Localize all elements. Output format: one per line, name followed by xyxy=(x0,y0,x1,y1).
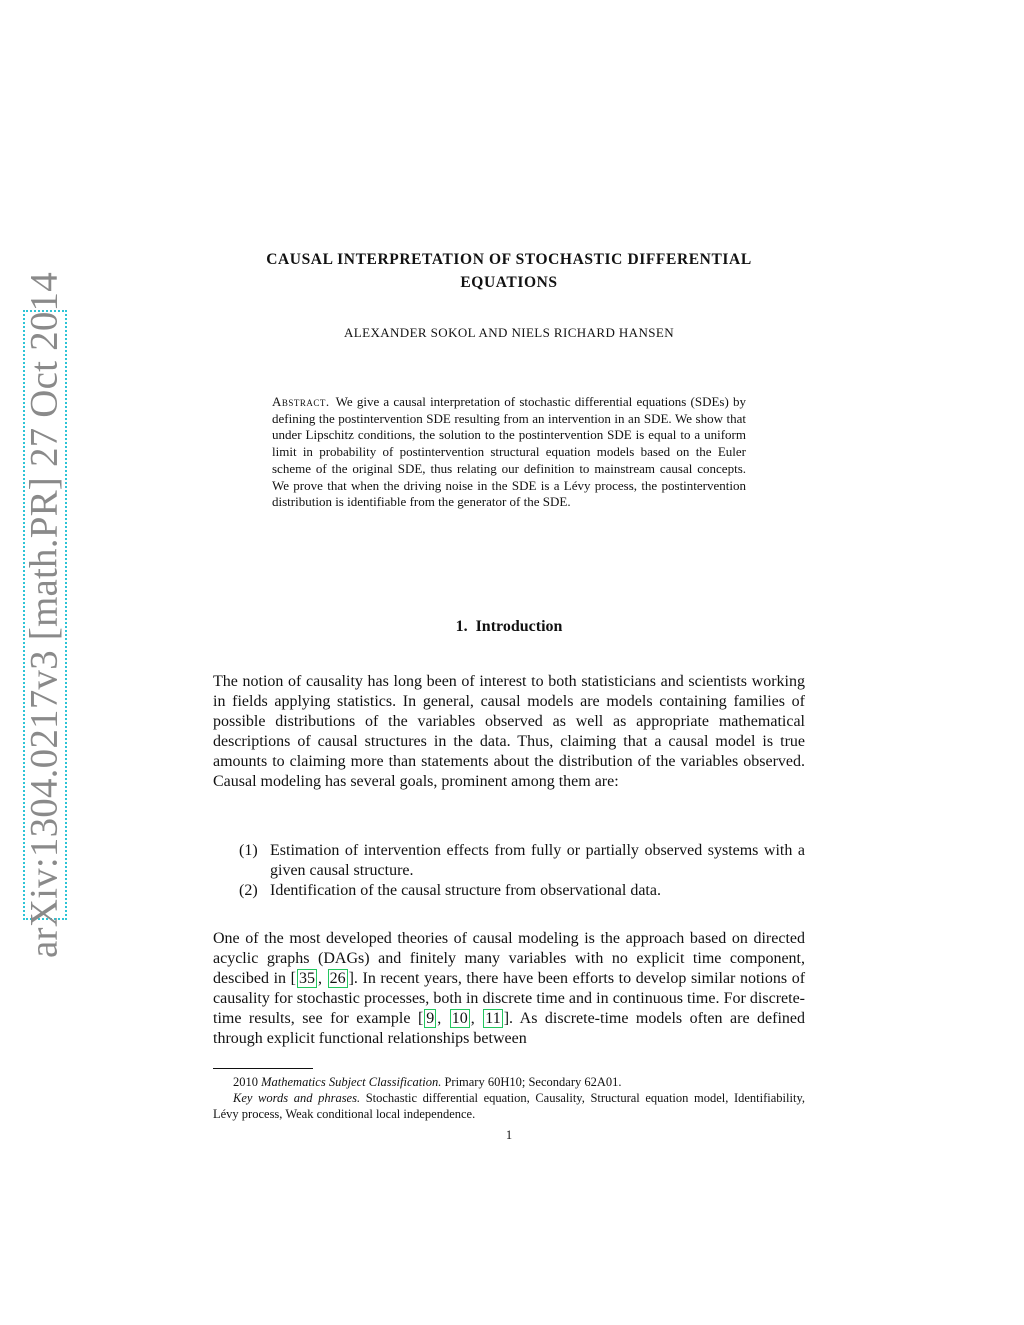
list-item-text: Identification of the causal structure from observational data. xyxy=(270,882,661,899)
arxiv-stamp-text[interactable]: arXiv:1304.0217v3 [math.PR] 27 Oct 2014 xyxy=(22,272,66,958)
footnote-keywords xyxy=(213,1090,805,1122)
list-item xyxy=(213,881,805,901)
citation-link-9[interactable]: 9 xyxy=(426,1010,435,1027)
authors: ALEXANDER SOKOL AND NIELS RICHARD HANSEN xyxy=(343,325,675,340)
abstract-text: We give a causal interpretation of stochastic differential equations (SDEs) by defining the postintervention SDE resulting from an intervention in an SDE. We show that under Lipschitz conditions, the solution to the postintervention SDE is equal to a uniform limit in probability of postintervention structural equation models based on the Euler scheme of the original SDE, thus relating our definition to mainstream causal concepts. We prove that when the driving noise in the SDE is a Lévy process, the postintervention distribution is identifiable from the generator of the SDE. xyxy=(272,394,746,510)
title-line-1: CAUSAL INTERPRETATION OF STOCHASTIC DIFFERENTIAL xyxy=(266,251,752,268)
citation-link-26[interactable]: 26 xyxy=(329,970,346,987)
section-title: Introduction xyxy=(475,618,563,635)
bracket-open: [ xyxy=(290,970,296,987)
paragraph-2 xyxy=(213,929,805,1049)
list-marker: (1) xyxy=(239,842,258,859)
abstract-label: Abstract. xyxy=(272,394,330,409)
goal-list xyxy=(213,841,805,901)
section-number: 1. xyxy=(455,618,468,635)
abstract xyxy=(272,394,746,511)
list-item-text: Estimation of intervention effects from fully or partially observed systems with a given causal structure. xyxy=(270,842,805,879)
paper-title xyxy=(200,248,818,294)
citation-separator: , xyxy=(317,970,327,987)
list-marker: (2) xyxy=(239,882,258,899)
bracket-close: ] xyxy=(503,1010,510,1027)
footnote-msc xyxy=(213,1074,805,1090)
page-number: 1 xyxy=(505,1128,513,1142)
section-heading-introduction xyxy=(200,618,818,636)
citation-link-10[interactable]: 10 xyxy=(451,1010,468,1027)
citation-link-35[interactable]: 35 xyxy=(298,970,315,987)
citation-separator: , xyxy=(437,1010,449,1027)
footnote-msc-label: Mathematics Subject Classification. xyxy=(261,1075,442,1089)
footnote-keywords-label: Key words and phrases. xyxy=(233,1091,361,1105)
footnote-keywords-text: Stochastic differential equation, Causality, Structural equation model, Identifiability, Lévy process, Weak conditional local independence. xyxy=(213,1091,806,1121)
citation-link-11[interactable]: 11 xyxy=(485,1010,501,1027)
paragraph-2-text-1: One of the most developed theories of causal modeling is the approach based on directed acyclic graphs (DAGs) and finitely many variables with no explicit time component, descibed in xyxy=(213,930,805,987)
bracket-open: [ xyxy=(417,1010,424,1027)
paragraph-2-text-3: . As discrete-time models often are defined through explicit functional relationships between xyxy=(213,1010,806,1047)
footnote-msc-text: Primary 60H10; Secondary 62A01. xyxy=(444,1075,622,1089)
paragraph-2-text-2: . In recent years, there have been efforts to develop similar notions of causality for stochastic processes, both in discrete time and in continuous time. For discrete-time results, see for example xyxy=(213,970,806,1027)
paragraph-1: The notion of causality has long been of interest to both statisticians and scientists working in fields applying statistics. In general, causal models are models containing families of possible distributions of the variables observed as well as appropriate mathematical descriptions of causal structures in the data. Thus, claiming that a causal model is true amounts to claiming more than statements about the distribution of the variables observed. Causal modeling has several goals, prominent among them are: xyxy=(213,673,805,790)
title-line-2: EQUATIONS xyxy=(460,274,558,291)
footnote-rule xyxy=(213,1068,313,1069)
bracket-close: ] xyxy=(348,970,354,987)
citation-separator: , xyxy=(470,1010,483,1027)
list-item xyxy=(213,841,805,881)
footnote-msc-year: 2010 xyxy=(233,1075,258,1089)
